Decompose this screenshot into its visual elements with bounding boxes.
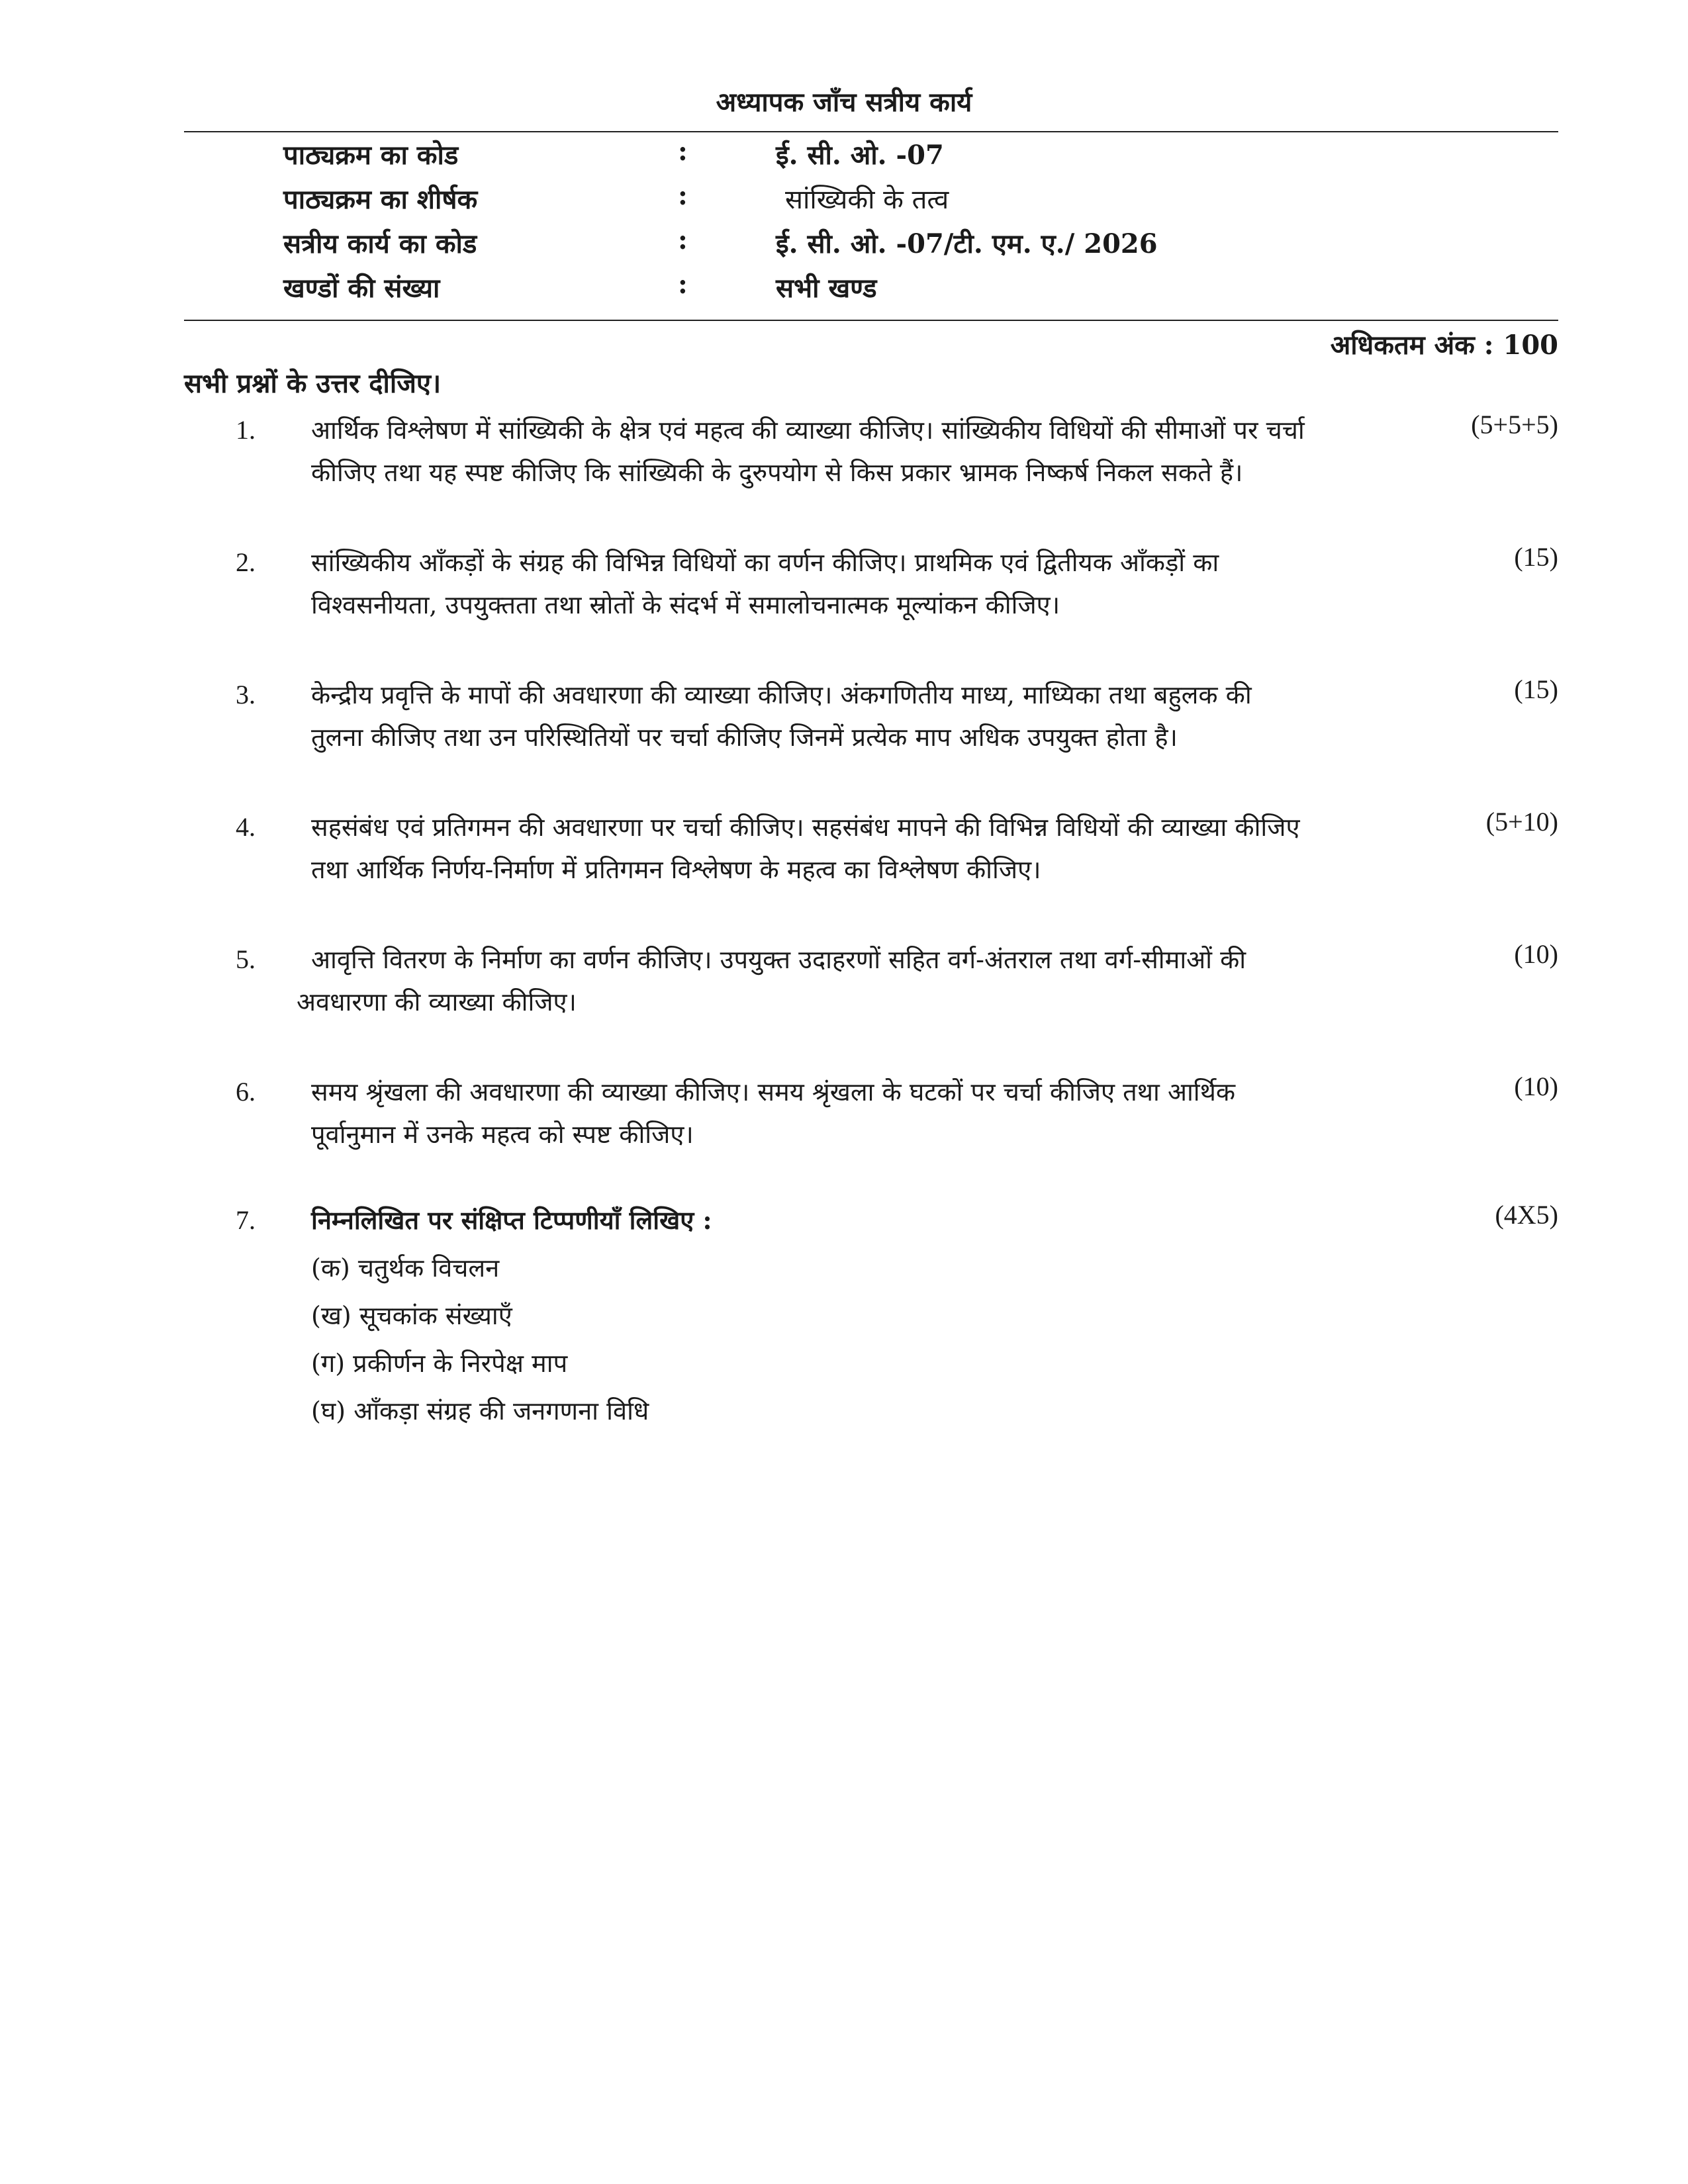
question-marks: (4X5) [1495, 1200, 1558, 1230]
meta-value: सभी खण्ड [776, 273, 877, 304]
meta-label: पाठ्यक्रम का कोड [283, 140, 459, 171]
list-item: (ग) प्रकीर्णन के निरपेक्ष माप [311, 1349, 568, 1378]
header-bottom-rule [184, 320, 1558, 321]
question-line: आर्थिक विश्लेषण में सांख्यिकी के क्षेत्र एवं महत्व की व्याख्या कीजिए। सांख्यिकीय विधियों की सीमाओं पर चर्चा [311, 416, 1305, 445]
meta-value: ई. सी. ओ. -07 [776, 140, 944, 171]
question-line: निम्नलिखित पर संक्षिप्त टिप्पणीयाँ लिखिए : [311, 1205, 712, 1235]
question-line: केन्द्रीय प्रवृत्ति के मापों की अवधारणा की व्याख्या कीजिए। अंकगणितीय माध्य, माध्यिका तथा बहुलक की [311, 680, 1252, 709]
document-title: अध्यापक जाँच सत्रीय कार्य [716, 87, 972, 118]
meta-colon: : [678, 224, 688, 255]
question-line: समय श्रृंखला की अवधारणा की व्याख्या कीजिए। समय श्रृंखला के घटकों पर चर्चा कीजिए तथा आर्थिक [311, 1077, 1236, 1107]
question-text [311, 409, 1410, 494]
question-number: 5. [236, 944, 256, 974]
question-number: 4. [236, 812, 256, 842]
question-line: कीजिए तथा यह स्पष्ट कीजिए कि सांख्यिकी के दुरुपयोग से किस प्रकार भ्रामक निष्कर्ष निकल सकते हैं। [311, 458, 1243, 487]
list-item: (क) चतुर्थक विचलन [311, 1253, 500, 1283]
question-marks: (10) [1514, 1071, 1558, 1101]
question-line: तुलना कीजिए तथा उन परिस्थितियों पर चर्चा कीजिए जिनमें प्रत्येक माप अधिक उपयुक्त होता है। [311, 723, 1178, 752]
question-marks: (5+5+5) [1471, 410, 1558, 439]
question-text [311, 806, 1410, 891]
meta-colon: : [678, 180, 688, 211]
meta-label: पाठ्यक्रम का शीर्षक [283, 184, 478, 215]
max-marks: अधिकतम अंक : 100 [1330, 330, 1558, 361]
question-marks: (15) [1514, 542, 1558, 572]
meta-label: खण्डों की संख्या [283, 273, 440, 304]
question-line: अवधारणा की व्याख्या कीजिए। [297, 987, 577, 1017]
question-text [311, 674, 1410, 758]
question-marks: (15) [1514, 674, 1558, 704]
list-item: (ख) सूचकांक संख्याएँ [311, 1301, 512, 1330]
question-line: सहसंबंध एवं प्रतिगमन की अवधारणा पर चर्चा कीजिए। सहसंबंध मापने की विभिन्न विधियों की व्याख्या कीजिए [311, 813, 1300, 842]
question-line: तथा आर्थिक निर्णय-निर्माण में प्रतिगमन विश्लेषण के महत्व का विश्लेषण कीजिए। [311, 855, 1041, 884]
question-number: 1. [236, 415, 256, 445]
question-number: 3. [236, 680, 256, 709]
meta-label: सत्रीय कार्य का कोड [283, 228, 477, 259]
meta-value: सांख्यिकी के तत्व [785, 185, 949, 215]
question-text [311, 1071, 1410, 1156]
question-marks: (5+10) [1485, 807, 1558, 837]
question-line: पूर्वानुमान में उनके महत्व को स्पष्ट कीजिए। [311, 1120, 694, 1149]
meta-colon: : [678, 269, 688, 300]
question-number: 6. [236, 1077, 256, 1107]
header-top-rule [184, 131, 1558, 132]
question-line: आवृत्ति वितरण के निर्माण का वर्णन कीजिए। उपयुक्त उदाहरणों सहित वर्ग-अंतराल तथा वर्ग-सीमाओं की [311, 945, 1246, 974]
question-text [311, 541, 1410, 626]
list-item: (घ) आँकड़ा संग्रह की जनगणना विधि [311, 1396, 649, 1426]
meta-colon: : [678, 136, 688, 167]
question-marks: (10) [1514, 939, 1558, 969]
question-number: 2. [236, 547, 256, 577]
question-text [311, 1199, 1410, 1242]
instruction: सभी प्रश्नों के उत्तर दीजिए। [184, 368, 442, 399]
question-text [297, 938, 1395, 1023]
question-number: 7. [236, 1205, 256, 1235]
question-line: सांख्यिकीय आँकड़ों के संग्रह की विभिन्न विधियों का वर्णन कीजिए। प्राथमिक एवं द्वितीयक आँकड़ों का [311, 548, 1219, 577]
question-line: विश्वसनीयता, उपयुक्तता तथा स्रोतों के संदर्भ में समालोचनात्मक मूल्यांकन कीजिए। [311, 590, 1060, 619]
short-notes-list [311, 1244, 649, 1435]
meta-value: ई. सी. ओ. -07/टी. एम. ए./ 2026 [776, 228, 1158, 259]
